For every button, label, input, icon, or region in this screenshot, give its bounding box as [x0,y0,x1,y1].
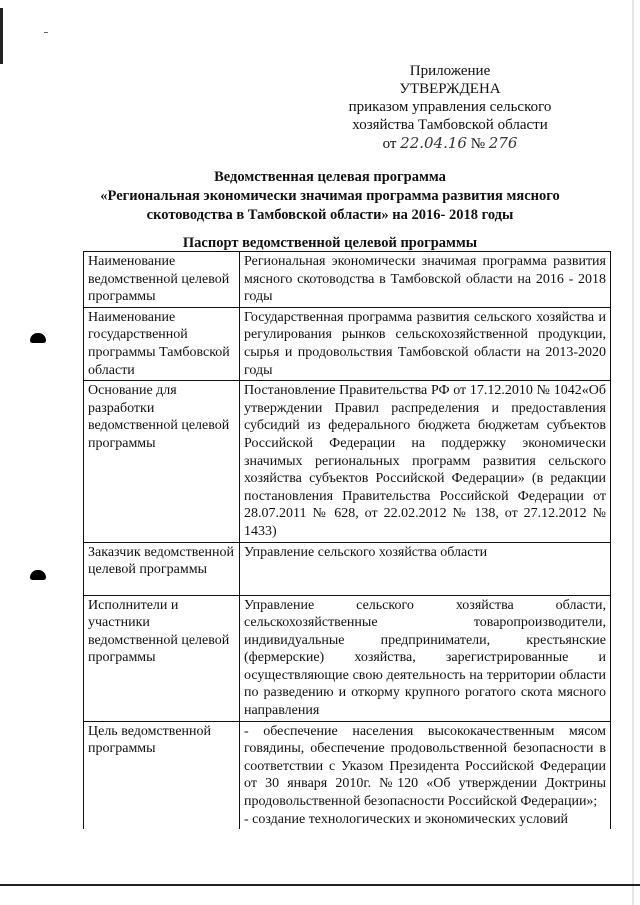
row-label: Наименование государственной программы Тамбовской области [84,307,240,380]
row-label: Заказчик ведомственной целевой программы [84,542,240,595]
scan-edge-mark [0,8,3,64]
title-line-2: «Региональная экономически значимая программа развития мясного [100,188,560,204]
scan-bottom-line [0,884,640,886]
goal-item: - создание технологических и экономических условий [244,811,569,827]
department-line: хозяйства Тамбовской области [352,117,548,133]
binder-hole-mark [30,570,46,580]
program-title [80,168,580,225]
order-line: приказом управления сельского [348,99,552,115]
title-line-3: скотоводства в Тамбовской области» на 2016- 2018 годы [146,207,514,223]
number-sign: № [470,136,486,152]
row-label: Исполнители и участники ведомственной целевой программы [84,595,240,721]
table-row [84,381,611,542]
row-label: Основание для разработки ведомственной целевой программы [84,381,240,542]
appendix-label: Приложение [409,63,491,79]
scan-dot [44,32,48,33]
handwritten-date: 22.04.16 [400,134,467,152]
row-value: Постановление Правительства РФ от 17.12.2010 № 1042«Об утверждении Правил распределения и предоставления субсидий из федерального бюджета бюджетам субъектов Российской Федерации на поддержку экономически значимых региональных программ развития сельского хозяйства субъектов Российской Федерации» (в редакции постановления Правительства Российской Федерации от 28.07.2011 № 628, от 22.02.2012 № 138, от 27.12.2012 № 1433) [240,381,611,542]
goal-item: - обеспечение населения высококачественным мясом говядины, обеспечение продовольственной безопасности в соответствии с Указом Президента Российской Федерации от 30 января 2010г. №120 «Об утверждении Доктрины продовольственной безопасности Российской Федерации»; [244,723,606,810]
table-row [84,252,611,308]
title-line-1: Ведомственная целевая программа [214,169,446,185]
table-row [84,307,611,380]
table-row [84,595,611,721]
approval-block [300,62,600,153]
passport-table [83,251,611,829]
scan-right-edge [632,0,634,905]
passport-title: Паспорт ведомственной целевой программы [182,235,478,251]
date-prefix: от [382,136,397,152]
row-label: Наименование ведомственной целевой программы [84,252,240,308]
date-number-line [300,134,600,153]
table-row [84,721,611,829]
row-value [240,721,611,829]
table-row [84,542,611,595]
row-value: Региональная экономически значимая программа развития мясного скотоводства в Тамбовской области на 2016 - 2018 годы [240,252,611,308]
handwritten-number: 276 [488,134,518,152]
row-value: Государственная программа развития сельского хозяйства и регулирования рынков сельскохозяйственной продукции, сырья и продовольствия Тамбовской области на 2013-2020 годы [240,307,611,380]
approved-label: УТВЕРЖДЕНА [399,81,501,97]
row-value: Управление сельского хозяйства области [240,542,611,595]
binder-hole-mark [30,333,46,343]
row-label: Цель ведомственной программы [84,721,240,829]
row-value: Управление сельского хозяйства области, сельскохозяйственные товаропроизводители, индивидуальные предприниматели, крестьянские (фермерские) хозяйства, зарегистрированные и осуществляющие свою деятельность на территории области по разведению и откорму крупного рогатого скота мясного направления [240,595,611,721]
